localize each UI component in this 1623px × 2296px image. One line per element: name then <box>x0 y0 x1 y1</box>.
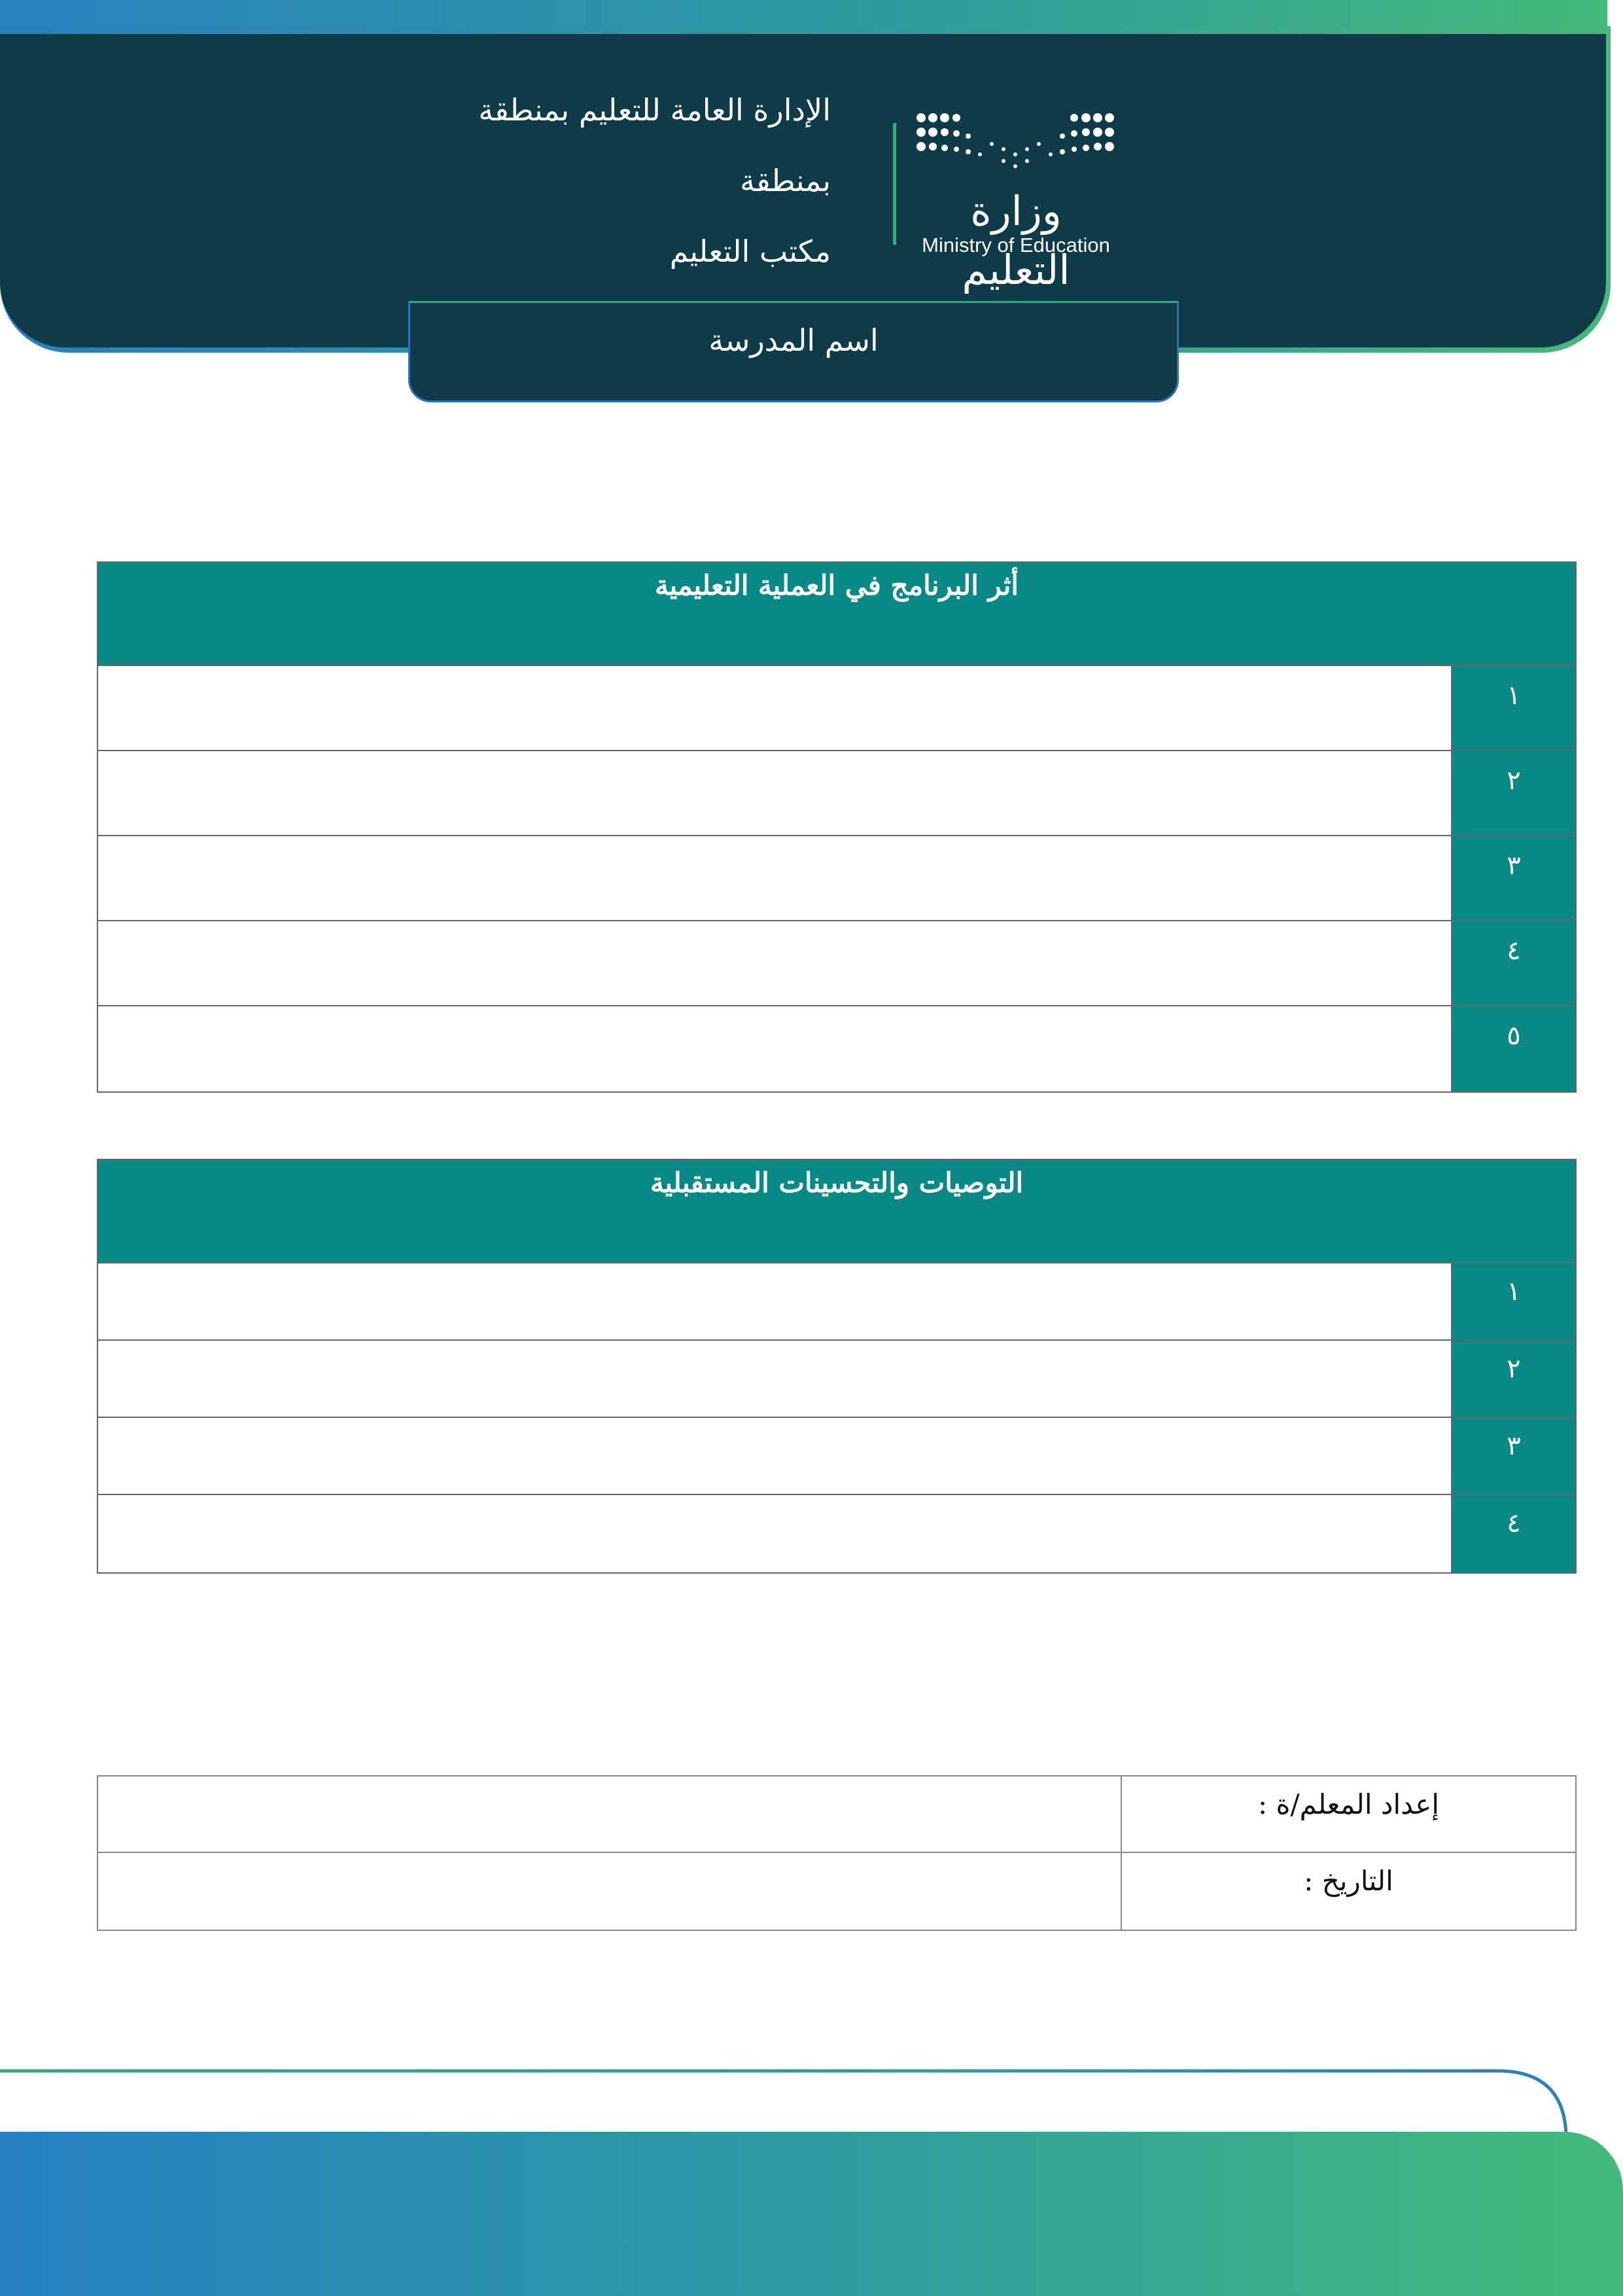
ministry-logo-icon <box>915 106 1117 185</box>
impact-row-5-cell[interactable] <box>98 1006 1451 1091</box>
prepared-by-field[interactable] <box>98 1776 1121 1852</box>
signature-row-prepared-by <box>98 1776 1575 1853</box>
row-number: ١ <box>1451 1263 1575 1339</box>
prepared-by-label: إعداد المعلم/ة : <box>1121 1776 1575 1852</box>
impact-table <box>97 561 1577 1093</box>
table-row <box>98 1418 1575 1495</box>
admin-line-region: بمنطقة <box>740 163 831 198</box>
table-row <box>98 1341 1575 1418</box>
school-name-label: اسم المدرسة <box>708 323 879 358</box>
recommendation-row-4-cell[interactable] <box>98 1495 1451 1572</box>
table-row <box>98 836 1575 921</box>
recommendation-row-3-cell[interactable] <box>98 1418 1451 1494</box>
recommendations-table-title: التوصيات والتحسينات المستقبلية <box>98 1160 1575 1263</box>
admin-line-office: مكتب التعليم <box>669 234 831 269</box>
impact-row-2-cell[interactable] <box>98 751 1451 835</box>
table-row <box>98 921 1575 1006</box>
table-row <box>98 1006 1575 1091</box>
impact-row-4-cell[interactable] <box>98 921 1451 1005</box>
table-row <box>98 751 1575 836</box>
row-number: ٥ <box>1451 1006 1575 1091</box>
footer-band <box>0 2132 1623 2296</box>
impact-row-3-cell[interactable] <box>98 836 1451 920</box>
row-number: ٣ <box>1451 836 1575 920</box>
table-row <box>98 666 1575 751</box>
impact-table-title: أثر البرنامج في العملية التعليمية <box>98 563 1575 666</box>
administration-block <box>458 84 831 296</box>
row-number: ٢ <box>1451 1341 1575 1417</box>
impact-row-1-cell[interactable] <box>98 666 1451 750</box>
table-row <box>98 1263 1575 1341</box>
recommendations-table <box>97 1159 1577 1574</box>
row-number: ١ <box>1451 666 1575 750</box>
date-label: التاريخ : <box>1121 1853 1575 1930</box>
recommendation-row-1-cell[interactable] <box>98 1263 1451 1339</box>
row-number: ٣ <box>1451 1418 1575 1494</box>
logo-arabic-text: وزارة التعليم <box>962 187 1070 294</box>
signature-table <box>97 1775 1577 1931</box>
row-number: ٤ <box>1451 1495 1575 1572</box>
logo-divider <box>893 123 896 245</box>
school-name-tab <box>408 301 1179 402</box>
signature-row-date <box>98 1853 1575 1930</box>
logo-english-text: Ministry of Education <box>922 234 1110 256</box>
admin-line-general-directorate: الإدارة العامة للتعليم بمنطقة <box>478 92 831 128</box>
recommendation-row-2-cell[interactable] <box>98 1341 1451 1417</box>
row-number: ٢ <box>1451 751 1575 835</box>
date-field[interactable] <box>98 1853 1121 1930</box>
table-row <box>98 1495 1575 1572</box>
row-number: ٤ <box>1451 921 1575 1005</box>
